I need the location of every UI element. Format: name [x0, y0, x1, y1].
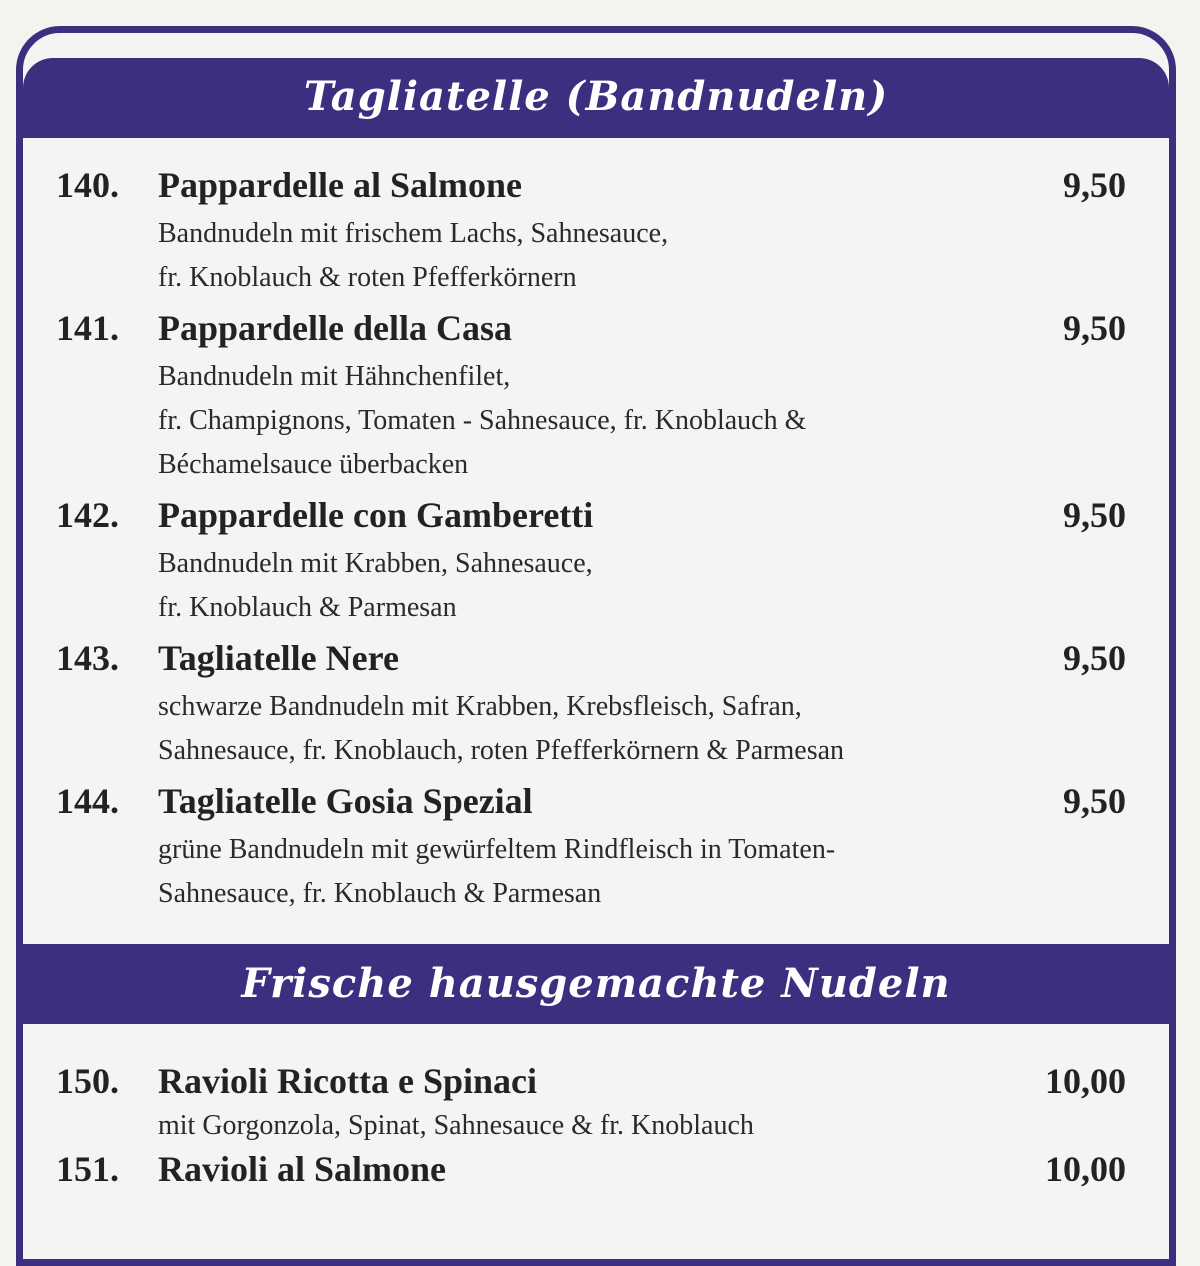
item-number: 142.	[56, 495, 119, 535]
item-name: Tagliatelle Nere	[158, 638, 399, 678]
item-description-line: mit Gorgonzola, Spinat, Sahnesauce & fr. Knoblauch	[158, 1110, 754, 1141]
item-number: 140.	[56, 165, 119, 205]
item-description-line: Bandnudeln mit Hähnchenfilet,	[158, 361, 511, 392]
item-price: 10,00	[1045, 1149, 1126, 1189]
item-name: Pappardelle con Gamberetti	[158, 495, 594, 535]
item-number: 141.	[56, 308, 119, 348]
item-name: Ravioli Ricotta e Spinaci	[158, 1061, 537, 1101]
item-number: 151.	[56, 1149, 119, 1189]
item-description-line: grüne Bandnudeln mit gewürfeltem Rindfleisch in Tomaten-	[158, 834, 836, 865]
item-description-line: Sahnesauce, fr. Knoblauch, roten Pfefferkörnern & Parmesan	[158, 735, 845, 766]
item-name: Ravioli al Salmone	[158, 1149, 447, 1189]
item-name: Tagliatelle Gosia Spezial	[158, 781, 533, 821]
item-description-line: fr. Knoblauch & Parmesan	[158, 592, 457, 623]
section-header-frische-nudeln: Frische hausgemachte Nudeln	[23, 944, 1169, 1024]
item-number: 144.	[56, 781, 119, 821]
section-header-tagliatelle: Tagliatelle (Bandnudeln)	[23, 58, 1169, 138]
item-name: Pappardelle al Salmone	[158, 165, 523, 205]
item-number: 143.	[56, 638, 119, 678]
item-description-line: Bandnudeln mit Krabben, Sahnesauce,	[158, 548, 593, 579]
item-number: 150.	[56, 1061, 119, 1101]
item-price: 10,00	[1045, 1061, 1126, 1101]
item-price: 9,50	[1063, 495, 1126, 535]
item-description-line: Béchamelsauce überbacken	[158, 449, 469, 480]
item-name: Pappardelle della Casa	[158, 308, 513, 348]
item-price: 9,50	[1063, 638, 1126, 678]
item-price: 9,50	[1063, 308, 1126, 348]
item-description-line: Bandnudeln mit frischem Lachs, Sahnesauce,	[158, 218, 669, 249]
item-description-line: Sahnesauce, fr. Knoblauch & Parmesan	[158, 878, 602, 909]
item-description-line: schwarze Bandnudeln mit Krabben, Krebsfleisch, Safran,	[158, 691, 802, 722]
item-description-line: fr. Knoblauch & roten Pfefferkörnern	[158, 262, 577, 293]
item-price: 9,50	[1063, 165, 1126, 205]
item-price: 9,50	[1063, 781, 1126, 821]
item-description-line: fr. Champignons, Tomaten - Sahnesauce, fr. Knoblauch &	[158, 405, 807, 436]
